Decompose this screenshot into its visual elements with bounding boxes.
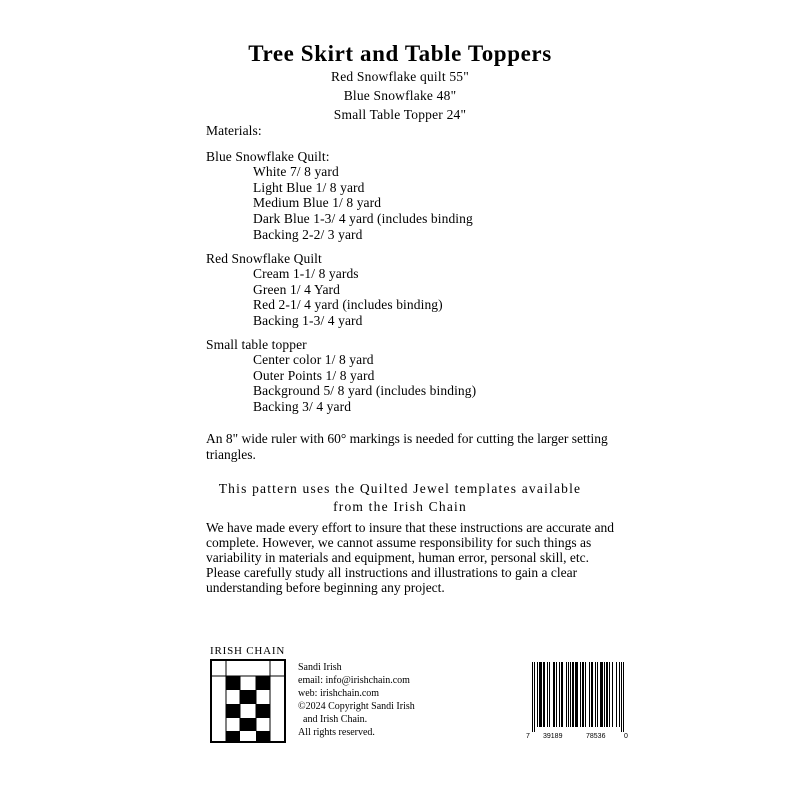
barcode-bar bbox=[570, 662, 571, 727]
material-item: Backing 1-3/ 4 yard bbox=[253, 313, 363, 328]
barcode-bar bbox=[582, 662, 584, 727]
logo-block bbox=[256, 731, 270, 742]
copyright-line-2: and Irish Chain. bbox=[298, 714, 368, 725]
material-item: Light Blue 1/ 8 yard bbox=[253, 180, 365, 195]
brand-name: IRISH CHAIN bbox=[210, 645, 286, 657]
logo-block bbox=[226, 704, 240, 718]
material-item: Green 1/ 4 Yard bbox=[253, 282, 340, 297]
material-item: Center color 1/ 8 yard bbox=[253, 352, 374, 367]
barcode-bars bbox=[532, 662, 624, 732]
barcode-bar bbox=[609, 662, 610, 727]
barcode-bar bbox=[547, 662, 548, 727]
barcode-bar bbox=[572, 662, 574, 727]
material-item: Backing 3/ 4 yard bbox=[253, 399, 352, 414]
template-note bbox=[0, 480, 800, 516]
logo-block bbox=[226, 676, 240, 690]
barcode-bar bbox=[604, 662, 605, 727]
contact-web[interactable]: web: irishchain.com bbox=[298, 688, 380, 699]
barcode-bar bbox=[619, 662, 620, 727]
barcode-bar bbox=[606, 662, 608, 727]
material-item: Dark Blue 1-3/ 4 yard (includes binding bbox=[253, 211, 473, 226]
material-item: Outer Points 1/ 8 yard bbox=[253, 368, 375, 383]
barcode-bar bbox=[616, 662, 617, 727]
template-note-line-1: This pattern uses the Quilted Jewel templates available bbox=[218, 481, 582, 496]
barcode-digits-left: 39189 bbox=[543, 733, 563, 740]
logo-block bbox=[256, 704, 270, 718]
barcode-bar bbox=[543, 662, 545, 727]
barcode-bar bbox=[556, 662, 557, 727]
template-note-line-2: from the Irish Chain bbox=[333, 499, 467, 514]
barcode-bar bbox=[549, 662, 550, 727]
size-blue-snowflake: Blue Snowflake 48" bbox=[343, 88, 457, 103]
barcode-bar bbox=[612, 662, 613, 727]
logo-block bbox=[226, 731, 240, 742]
contact-name: Sandi Irish bbox=[298, 662, 342, 673]
contact-email[interactable]: email: info@irishchain.com bbox=[298, 675, 410, 686]
logo-block bbox=[240, 690, 256, 704]
barcode-bar bbox=[595, 662, 596, 727]
barcode-bar bbox=[585, 662, 586, 727]
barcode-bar bbox=[580, 662, 581, 727]
material-item: Cream 1-1/ 8 yards bbox=[253, 266, 359, 281]
page-title: Tree Skirt and Table Toppers bbox=[248, 41, 552, 66]
material-item: Medium Blue 1/ 8 yard bbox=[253, 195, 382, 210]
materials-heading: Materials: bbox=[206, 123, 262, 138]
ruler-note: An 8" wide ruler with 60° markings is needed for cutting the larger setting triangles. bbox=[206, 431, 608, 462]
barcode-bar bbox=[623, 662, 624, 732]
barcode-bar bbox=[559, 662, 560, 727]
section-blue-snowflake: Blue Snowflake Quilt: bbox=[206, 149, 330, 164]
barcode-bar bbox=[537, 662, 538, 727]
disclaimer: We have made every effort to insure that these instructions are accurate and complete. However, we cannot assume responsibility for such things as variability in materials and equipment, human error, personal skill, etc. Please carefully study all instructions and illustrations to gain a clear understanding before beginning any project. bbox=[206, 520, 614, 595]
size-red-snowflake: Red Snowflake quilt 55" bbox=[331, 69, 469, 84]
material-item: Red 2-1/ 4 yard (includes binding) bbox=[253, 297, 443, 312]
barcode-digit-prefix: 7 bbox=[526, 733, 530, 740]
section-small-table-topper: Small table topper bbox=[206, 337, 307, 352]
barcode-bar bbox=[591, 662, 593, 727]
size-small-table-topper: Small Table Topper 24" bbox=[333, 107, 467, 122]
barcode-bar bbox=[539, 662, 542, 727]
logo-block bbox=[256, 676, 270, 690]
barcode-bar bbox=[534, 662, 535, 732]
irish-chain-logo bbox=[210, 659, 286, 743]
logo-block bbox=[240, 718, 256, 731]
material-item: Background 5/ 8 yard (includes binding) bbox=[253, 383, 477, 398]
barcode-bar bbox=[566, 662, 567, 727]
barcode-bar bbox=[600, 662, 603, 727]
barcode-bar bbox=[553, 662, 555, 727]
barcode bbox=[524, 660, 630, 740]
barcode-digit-check: 0 bbox=[624, 733, 628, 740]
barcode-bar bbox=[532, 662, 533, 732]
barcode-bar bbox=[597, 662, 598, 727]
barcode-bar bbox=[621, 662, 622, 732]
barcode-bar bbox=[589, 662, 590, 727]
material-item: Backing 2-2/ 3 yard bbox=[253, 227, 363, 242]
barcode-bar bbox=[575, 662, 578, 727]
barcode-bar bbox=[561, 662, 563, 727]
copyright-line-1: ©2024 Copyright Sandi Irish bbox=[298, 701, 415, 712]
copyright-line-3: All rights reserved. bbox=[298, 727, 375, 738]
barcode-bar bbox=[568, 662, 569, 727]
material-item: White 7/ 8 yard bbox=[253, 164, 339, 179]
section-red-snowflake: Red Snowflake Quilt bbox=[206, 251, 322, 266]
barcode-digits-right: 78536 bbox=[586, 733, 606, 740]
